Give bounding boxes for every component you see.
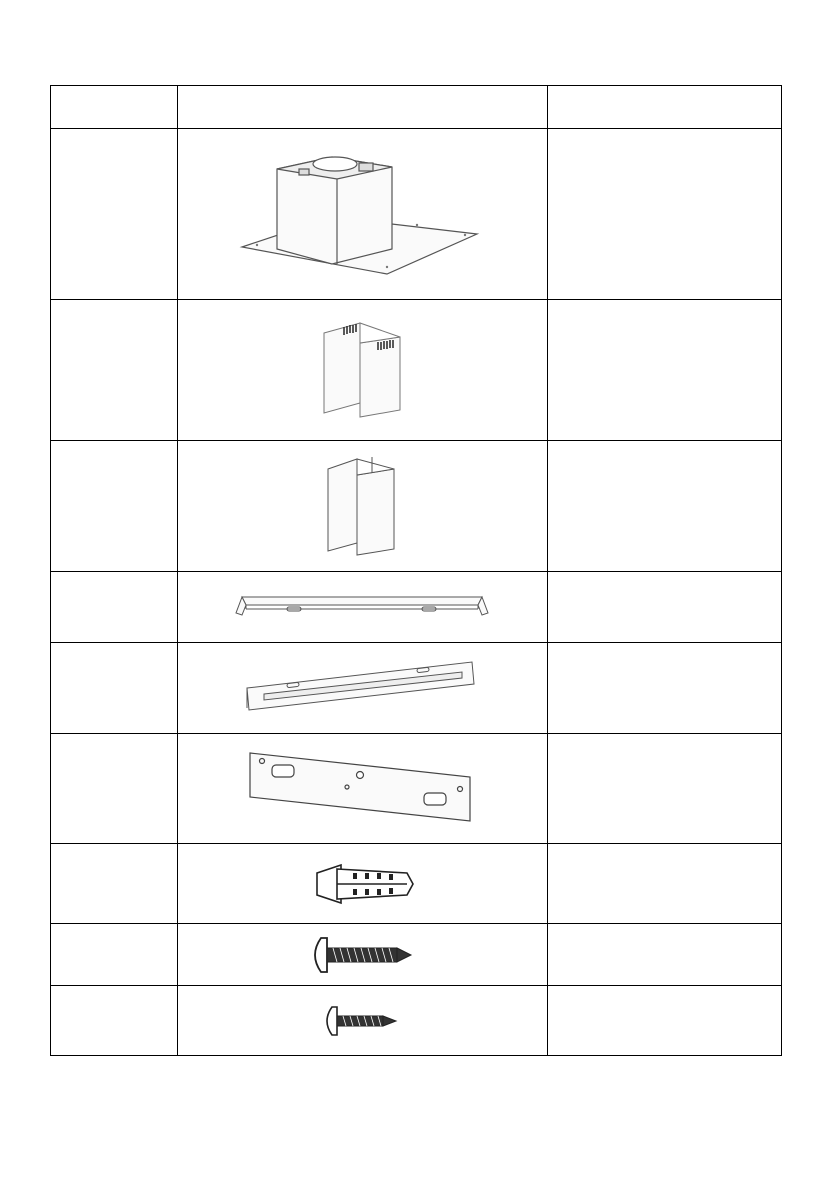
- wall-bracket-plate-icon: [242, 749, 482, 829]
- table-row: [51, 924, 782, 986]
- part-description: [547, 441, 781, 572]
- part-no: [51, 129, 178, 300]
- part-no: [51, 986, 178, 1056]
- parts-table: [50, 85, 782, 1056]
- table-row: [51, 844, 782, 924]
- header-figure: [178, 86, 548, 129]
- wall-plug-icon: [307, 859, 417, 909]
- table-header-row: [51, 86, 782, 129]
- part-description: [547, 129, 781, 300]
- part-description: [547, 844, 781, 924]
- part-no: [51, 734, 178, 844]
- table-row: [51, 441, 782, 572]
- header-no: [51, 86, 178, 129]
- part-no: [51, 643, 178, 734]
- table-row: [51, 572, 782, 643]
- lower-chimney-icon: [312, 451, 412, 561]
- chimney-bracket-icon: [232, 587, 492, 627]
- part-no: [51, 300, 178, 441]
- header-description: [547, 86, 781, 129]
- part-no: [51, 572, 178, 643]
- table-row: [51, 986, 782, 1056]
- part-no: [51, 441, 178, 572]
- part-description: [547, 300, 781, 441]
- long-screw-icon: [307, 932, 417, 978]
- part-description: [547, 924, 781, 986]
- part-description: [547, 734, 781, 844]
- table-row: [51, 300, 782, 441]
- part-no: [51, 844, 178, 924]
- table-row: [51, 643, 782, 734]
- upper-chimney-icon: [312, 315, 412, 425]
- table-row: [51, 734, 782, 844]
- short-screw-icon: [322, 1003, 402, 1039]
- table-row: [51, 129, 782, 300]
- part-description: [547, 643, 781, 734]
- part-description: [547, 986, 781, 1056]
- hood-body-with-base-plate-icon: [237, 149, 487, 279]
- mounting-rail-icon: [242, 658, 482, 718]
- part-description: [547, 572, 781, 643]
- part-no: [51, 924, 178, 986]
